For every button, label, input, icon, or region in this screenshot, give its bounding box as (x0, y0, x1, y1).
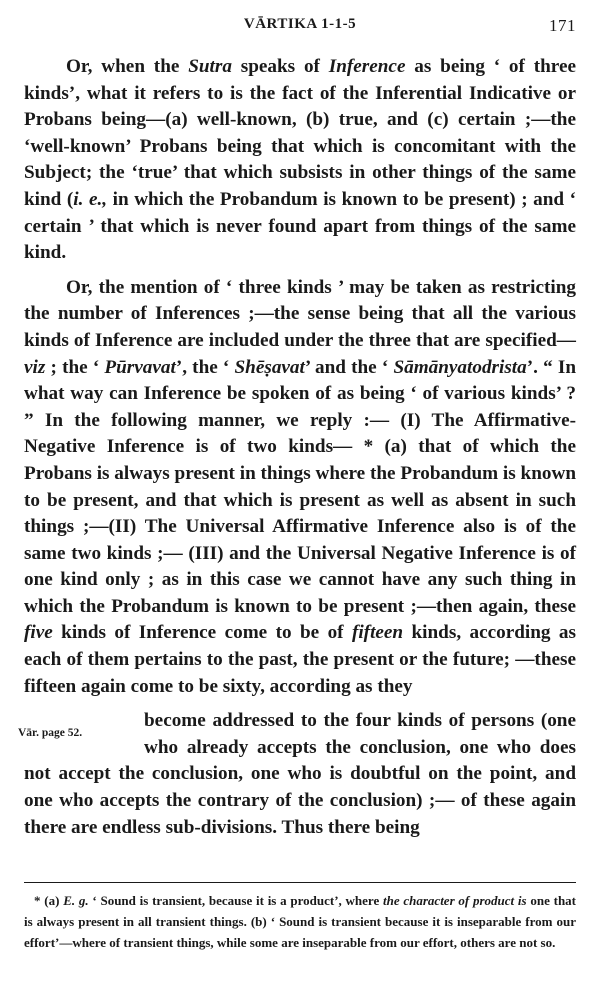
text-run: kinds of Inference come to be of (52, 622, 352, 644)
text-run: ; the ‘ (45, 356, 105, 378)
text-run: Or, the mention of ‘ three kinds ’ may be taken as restricting the number of Inferences ;—the sense being that all the various kinds of Inference are included under the three that are specified— (24, 276, 576, 351)
text-run: ’. “ In what way can Inference be spoken of as being ‘ of various kinds’ ? ” In the following manner, we reply :— (I) The Affirmative-Negative Inference is of two kinds— * (a) that of which the Probans is always present in things where the Probandum is known to be present, and that which is present as well as absent in such things ;—(II) The Universal Affirmative Inference also is of the same two kinds ;— (III) and the Universal Negative Inference is of one kind only ; as in this case we cannot have any such thing in which the Probandum is known to be present ;—then again, these (24, 356, 577, 617)
italic-text: Shēṣavat (234, 356, 305, 378)
page-number: 171 (549, 16, 576, 35)
body-text (18, 54, 577, 849)
text-run: ‘ Sound is transient, because it is a product’, where (88, 893, 383, 908)
italic-text: Pūrvavat (104, 356, 176, 378)
footnote-rule (24, 882, 576, 883)
paragraph-1 (24, 54, 576, 267)
text-run: ’, the ‘ (175, 356, 235, 378)
footnote-text (24, 890, 576, 953)
text-run: one that is always present in all transient things. (b) ‘ Sound is transient because it is inseparable from our effort’—where of transient things, while some are inseparable from our effort, others are not so. (24, 893, 576, 950)
italic-text: Inference (328, 56, 406, 77)
paragraph-2 (24, 275, 576, 701)
italic-text: E. g. (63, 893, 89, 908)
footnote (24, 890, 576, 953)
text-run: ’ and the ‘ (304, 356, 394, 378)
italic-text: the character of product is (383, 893, 527, 908)
italic-text: Sutra (188, 56, 232, 77)
text-run: as being ‘ of three kinds’, what it refers to is the fact of the Inferential Indicative or Probans being—(a) well-known, (b) true, and (c) certain ;—the ‘well-known’ Probans being that which is concomitant with the Subject; the ‘true’ that which subsists in other things of the same kind ( (24, 56, 576, 210)
text-run: kinds, according as each of them pertains to the past, the present or the future; —these fifteen again come to be sixty, according as they (24, 622, 576, 697)
italic-text: five (24, 622, 53, 644)
text-run: become addressed to the four kinds of persons (one who already accepts the conclusion, one who does not accept the conclusion, one who is doubtful on the point, and one who accepts the contrary of the conclusion) ;— of these again there are endless sub-divisions. Thus there being (24, 710, 576, 838)
italic-text: fifteen (351, 622, 404, 644)
running-title: VĀRTIKA 1-1-5 (243, 16, 357, 32)
text-run: speaks of (231, 56, 329, 77)
text-run: in which the Probandum is known to be present) ; and ‘ certain ’ that which is never found apart from things of the same kind. (24, 188, 577, 264)
italic-text: i. e., (73, 188, 108, 210)
paragraph-3 (18, 708, 576, 841)
text-run: * (a) (34, 893, 64, 908)
running-head (24, 16, 576, 42)
margin-note: Vār. page 52. (18, 727, 83, 740)
italic-text: viz (24, 356, 46, 378)
italic-text: Sāmānyatodrista (393, 356, 527, 378)
text-run: Or, when the (66, 56, 189, 77)
